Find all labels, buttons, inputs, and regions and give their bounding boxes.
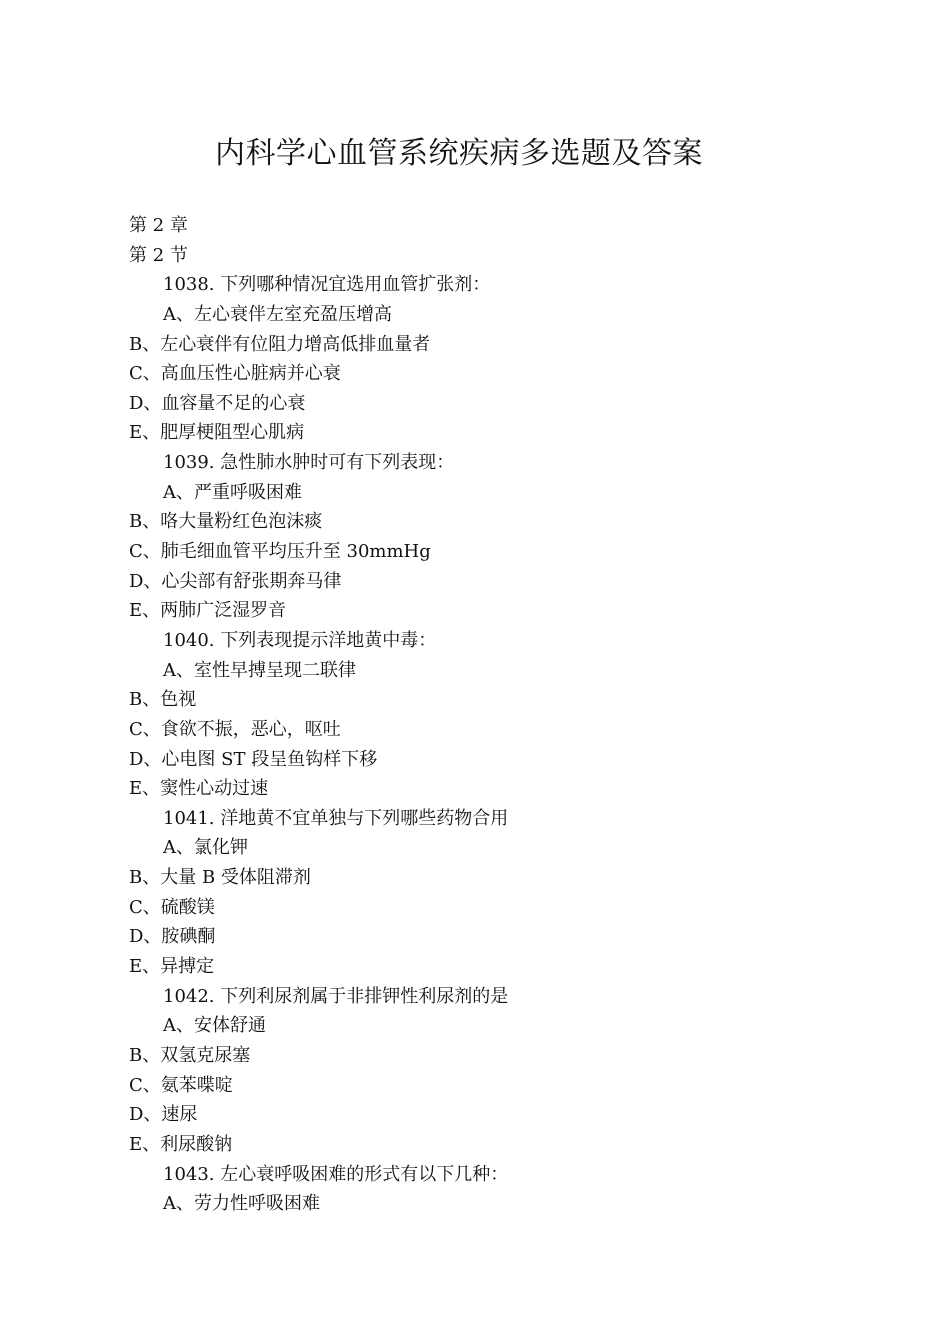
option-e: E、肥厚梗阻型心肌病	[129, 422, 305, 444]
document-title: 内科学心血管系统疾病多选题及答案	[215, 136, 703, 171]
chapter-heading: 第 2 章	[129, 215, 188, 236]
option-e: E、利尿酸钠	[129, 1133, 233, 1155]
option-a: A、左心衰伴左室充盈压增高	[163, 303, 392, 325]
question-block	[129, 448, 849, 626]
question-block	[129, 626, 849, 804]
option-a: A、严重呼吸困难	[163, 481, 302, 503]
option-d: D、血容量不足的心衰	[129, 392, 306, 414]
option-c: C、肺毛细血管平均压升至 30mmHg	[129, 541, 431, 563]
question-block	[129, 804, 849, 982]
option-b: B、咯大量粉红色泡沫痰	[129, 511, 323, 533]
document-body	[129, 211, 849, 1219]
option-d: D、心尖部有舒张期奔马律	[129, 570, 342, 592]
question-block	[129, 982, 849, 1160]
option-e: E、两肺广泛湿罗音	[129, 600, 287, 622]
option-b: B、大量 B 受体阻滞剂	[129, 867, 311, 889]
question-block	[129, 270, 849, 448]
option-a: A、劳力性呼吸困难	[163, 1193, 320, 1215]
question-stem: 1043. 左心衰呼吸困难的形式有以下几种：	[163, 1163, 509, 1185]
option-a: A、室性早搏呈现二联律	[163, 659, 356, 681]
question-stem: 1042. 下列利尿剂属于非排钾性利尿剂的是	[163, 985, 509, 1007]
option-c: C、氨苯喋啶	[129, 1074, 233, 1096]
option-a: A、安体舒通	[163, 1015, 266, 1037]
option-c: C、食欲不振，恶心，呕吐	[129, 718, 341, 740]
question-stem: 1041. 洋地黄不宜单独与下列哪些药物合用	[163, 807, 509, 829]
option-b: B、左心衰伴有位阻力增高低排血量者	[129, 333, 431, 355]
option-b: B、双氢克尿塞	[129, 1044, 251, 1066]
question-stem: 1038. 下列哪种情况宜选用血管扩张剂：	[163, 274, 491, 296]
option-c: C、硫酸镁	[129, 896, 215, 918]
option-d: D、速尿	[129, 1104, 198, 1126]
option-e: E、异搏定	[129, 956, 215, 978]
option-d: D、胺碘酮	[129, 926, 216, 948]
section-heading: 第 2 节	[129, 244, 188, 266]
option-d: D、心电图 ST 段呈鱼钩样下移	[129, 748, 378, 770]
question-stem: 1039. 急性肺水肿时可有下列表现：	[163, 452, 455, 474]
option-e: E、窦性心动过速	[129, 778, 269, 800]
option-c: C、高血压性心脏病并心衰	[129, 363, 341, 385]
option-b: B、色视	[129, 689, 197, 711]
question-stem: 1040. 下列表现提示洋地黄中毒：	[163, 629, 437, 651]
question-block	[129, 1160, 849, 1219]
option-a: A、氯化钾	[163, 837, 248, 859]
